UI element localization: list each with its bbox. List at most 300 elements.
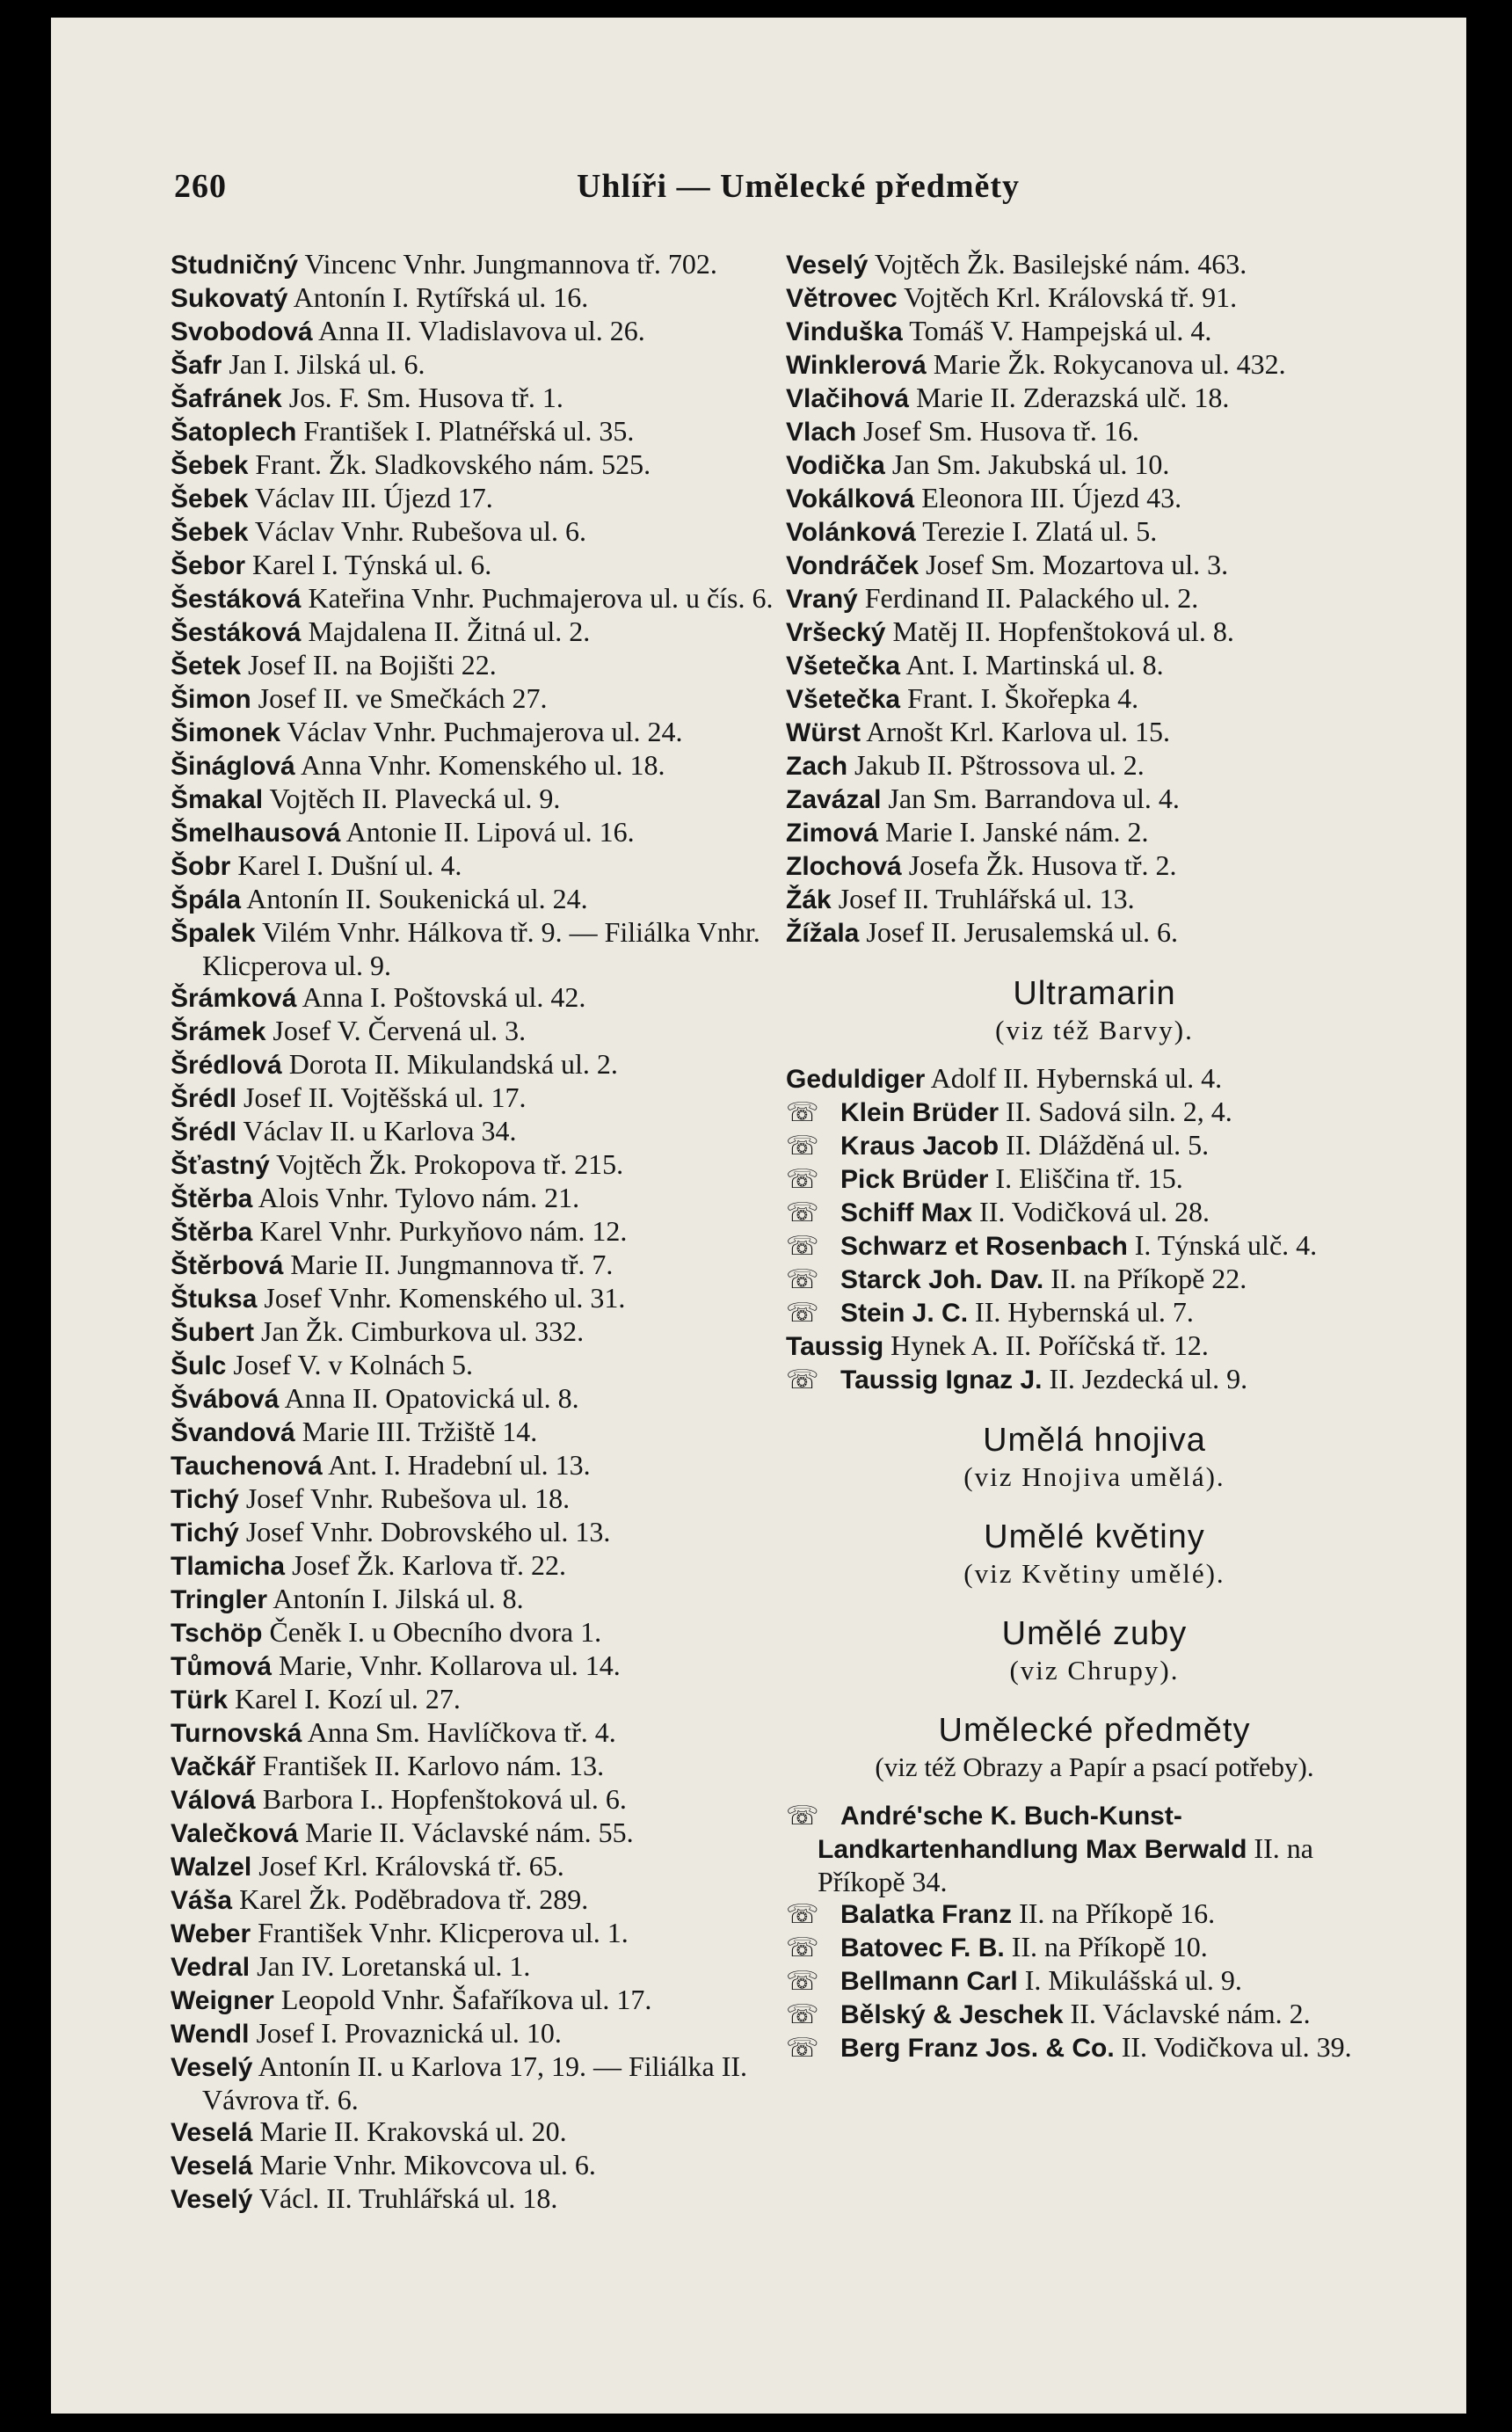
entry-address: Anna II. Vladislavova ul. 26. bbox=[312, 315, 645, 346]
entry-address: Marie II. Václavské nám. 55. bbox=[298, 1817, 634, 1848]
page-number: 260 bbox=[174, 168, 227, 205]
directory-entry bbox=[786, 315, 1403, 348]
directory-entry bbox=[171, 582, 788, 615]
entry-address: Ferdinand II. Palackého ul. 2. bbox=[857, 582, 1199, 614]
entry-address: Josef Sm. Husova tř. 16. bbox=[856, 415, 1139, 447]
entry-name: Šestáková bbox=[171, 618, 302, 647]
entry-address: Josef Žk. Karlova tř. 22. bbox=[285, 1549, 566, 1581]
entry-name: Zimová bbox=[786, 819, 879, 848]
entry-address: František II. Karlovo nám. 13. bbox=[255, 1750, 605, 1781]
entry-address: Vincenc Vnhr. Jungmannova tř. 702. bbox=[298, 248, 717, 280]
telephone-icon: ☏ bbox=[786, 1232, 819, 1261]
directory-entry bbox=[171, 248, 788, 281]
entry-address: Josef Sm. Mozartova ul. 3. bbox=[919, 549, 1229, 580]
directory-entry bbox=[171, 448, 788, 482]
directory-entry bbox=[171, 549, 788, 582]
section-heading-hnojiva: Umělá hnojiva bbox=[983, 1422, 1206, 1459]
entry-name: Šrédl bbox=[171, 1084, 237, 1113]
directory-entry bbox=[171, 649, 788, 682]
entry-name: Klein Brüder bbox=[840, 1098, 1000, 1127]
directory-entry bbox=[786, 348, 1403, 382]
entry-address: II. Václavské nám. 2. bbox=[1063, 1998, 1311, 2029]
entry-name: Vedral bbox=[171, 1953, 251, 1982]
entry-address: II. na Příkopě 22. bbox=[1043, 1263, 1247, 1294]
entry-address: Vojtěch II. Plavecká ul. 9. bbox=[263, 783, 561, 814]
entry-address: II. Vodičková ul. 28. bbox=[972, 1196, 1210, 1227]
entry-address: II. na Příkopě 16. bbox=[1012, 1897, 1216, 1929]
entry-address: Anna II. Opatovická ul. 8. bbox=[279, 1382, 579, 1414]
entry-address: Tomáš V. Hampejská ul. 4. bbox=[902, 315, 1212, 346]
entry-address: I. Mikulášská ul. 9. bbox=[1017, 1964, 1242, 1996]
entry-name: Šatoplech bbox=[171, 418, 297, 447]
entry-name: Štěrba bbox=[171, 1218, 253, 1247]
entry-address: Vojtěch Žk. Basilejské nám. 463. bbox=[868, 248, 1247, 280]
directory-entry bbox=[786, 749, 1403, 783]
entry-name: Pick Brüder bbox=[840, 1165, 989, 1194]
entry-name: Šobr bbox=[171, 852, 231, 881]
entry-name: Štěrba bbox=[171, 1184, 253, 1213]
entry-address: Josef I. Provaznická ul. 10. bbox=[249, 2017, 562, 2049]
entry-name: Šulc bbox=[171, 1351, 227, 1380]
entry-address: Frant. I. Škořepka 4. bbox=[900, 682, 1139, 714]
entry-address: Josef Vnhr. Rubešova ul. 18. bbox=[238, 1482, 571, 1514]
entry-name: Všetečka bbox=[786, 685, 901, 714]
directory-entry bbox=[786, 1129, 1403, 1162]
directory-entry bbox=[786, 883, 1403, 916]
directory-entry bbox=[786, 1229, 1403, 1263]
telephone-icon: ☏ bbox=[786, 1365, 819, 1394]
entry-address: Jakub II. Pštrossova ul. 2. bbox=[847, 749, 1145, 781]
directory-entry bbox=[171, 382, 788, 415]
entry-address: Ant. I. Martinská ul. 8. bbox=[900, 649, 1164, 681]
directory-entry bbox=[786, 783, 1403, 816]
entry-name: Šebor bbox=[171, 551, 246, 580]
entry-name: André'sche K. Buch-Kunst-Landkartenhandlung Max Berwald bbox=[818, 1802, 1247, 1864]
entry-address: Marie III. Tržiště 14. bbox=[294, 1416, 538, 1447]
entry-name: Taussig bbox=[786, 1332, 884, 1361]
telephone-icon: ☏ bbox=[786, 2034, 819, 2063]
telephone-icon: ☏ bbox=[786, 1299, 819, 1328]
entry-name: Walzel bbox=[171, 1853, 252, 1882]
entry-name: Váša bbox=[171, 1886, 233, 1915]
entry-name: Vokálková bbox=[786, 484, 915, 513]
entry-address: Josef Vnhr. Komenského ul. 31. bbox=[257, 1282, 626, 1314]
entry-address: Josef II. na Bojišti 22. bbox=[241, 649, 497, 681]
entry-address: Josefa Žk. Husova tř. 2. bbox=[901, 849, 1177, 881]
entry-name: Švábová bbox=[171, 1385, 280, 1414]
left-column bbox=[171, 248, 788, 2216]
directory-entry bbox=[786, 1799, 1403, 1897]
directory-entry bbox=[171, 1015, 788, 1048]
entry-name: Kraus Jacob bbox=[840, 1132, 1000, 1161]
directory-entry bbox=[171, 1382, 788, 1416]
entry-address: II. Vodičkova ul. 39. bbox=[1114, 2031, 1352, 2063]
entry-address: Václav Vnhr. Puchmajerova ul. 24. bbox=[280, 716, 683, 747]
directory-entry bbox=[171, 1683, 788, 1716]
entry-name: Šafránek bbox=[171, 384, 282, 413]
entry-name: Šrámek bbox=[171, 1017, 266, 1046]
directory-entry bbox=[171, 1115, 788, 1148]
directory-entry bbox=[171, 916, 788, 981]
entry-name: Studničný bbox=[171, 251, 299, 280]
entry-address: Marie Vnhr. Mikovcova ul. 6. bbox=[252, 2149, 596, 2181]
directory-entry bbox=[171, 1616, 788, 1649]
directory-entry bbox=[786, 1329, 1403, 1363]
directory-entry bbox=[786, 382, 1403, 415]
directory-entry bbox=[786, 415, 1403, 448]
entry-address: Václav Vnhr. Rubešova ul. 6. bbox=[248, 515, 586, 547]
directory-entry bbox=[786, 1363, 1403, 1396]
entry-address: Frant. Žk. Sladkovského nám. 525. bbox=[248, 448, 651, 480]
directory-entry bbox=[786, 649, 1403, 682]
entry-name: Šestáková bbox=[171, 585, 302, 614]
telephone-icon: ☏ bbox=[786, 1900, 819, 1929]
entry-address: Jan Sm. Barrandova ul. 4. bbox=[881, 783, 1180, 814]
directory-entry bbox=[786, 1162, 1403, 1196]
directory-entry bbox=[786, 1998, 1403, 2031]
entry-address: Karel I. Týnská ul. 6. bbox=[245, 549, 492, 580]
directory-entry bbox=[171, 1215, 788, 1249]
entry-address: Jan I. Jilská ul. 6. bbox=[222, 348, 425, 380]
entry-name: Würst bbox=[786, 718, 861, 747]
section-heading-ultramarin: Ultramarin bbox=[1013, 975, 1176, 1012]
entry-address: Eleonora III. Újezd 43. bbox=[914, 482, 1182, 513]
directory-entry bbox=[786, 615, 1403, 649]
directory-entry bbox=[171, 1315, 788, 1349]
directory-entry bbox=[171, 515, 788, 549]
entry-address: Jan Sm. Jakubská ul. 10. bbox=[884, 448, 1170, 480]
entry-name: Vršecký bbox=[786, 618, 886, 647]
entry-name: Šubert bbox=[171, 1318, 255, 1347]
entry-name: Válová bbox=[171, 1786, 256, 1815]
section-heading-kvetiny: Umělé květiny bbox=[984, 1518, 1205, 1555]
telephone-icon: ☏ bbox=[786, 1098, 819, 1127]
entry-name: Volánková bbox=[786, 518, 916, 547]
entry-name: Šťastný bbox=[171, 1151, 270, 1180]
directory-entry bbox=[171, 415, 788, 448]
entry-address: Josef II. Truhlářská ul. 13. bbox=[831, 883, 1135, 914]
directory-entry bbox=[786, 849, 1403, 883]
directory-entry bbox=[786, 1964, 1403, 1998]
entry-name: Šebek bbox=[171, 484, 249, 513]
telephone-icon: ☏ bbox=[786, 1265, 819, 1294]
entry-name: Sukovatý bbox=[171, 284, 288, 313]
entry-name: Bělský & Jeschek bbox=[840, 2000, 1064, 2029]
entry-name: Turnovská bbox=[171, 1719, 302, 1748]
entry-address: František Vnhr. Klicperova ul. 1. bbox=[251, 1917, 629, 1948]
entry-name: Starck Joh. Dav. bbox=[840, 1265, 1044, 1294]
entry-address: Karel I. Dušní ul. 4. bbox=[230, 849, 462, 881]
entry-name: Veselá bbox=[171, 2152, 253, 2181]
entry-address: Anna Sm. Havlíčkova tř. 4. bbox=[302, 1716, 616, 1748]
entry-name: Valečková bbox=[171, 1819, 299, 1848]
directory-entry bbox=[786, 1263, 1403, 1296]
directory-entry bbox=[171, 716, 788, 749]
entry-name: Stein J. C. bbox=[840, 1299, 969, 1328]
entry-name: Bellmann Carl bbox=[840, 1967, 1018, 1996]
see-also-hnojiva: (viz Hnojiva umělá). bbox=[963, 1461, 1225, 1492]
directory-entry bbox=[171, 2182, 788, 2216]
directory-entry bbox=[171, 1583, 788, 1616]
entry-address: Jos. F. Sm. Husova tř. 1. bbox=[281, 382, 563, 413]
entry-name: Šináglová bbox=[171, 752, 295, 781]
directory-entry bbox=[171, 348, 788, 382]
entry-name: Zavázal bbox=[786, 785, 882, 814]
entry-name: Špála bbox=[171, 885, 242, 914]
entry-name: Tauchenová bbox=[171, 1452, 323, 1481]
entry-address: Anna I. Poštovská ul. 42. bbox=[296, 981, 586, 1013]
see-also-kvetiny: (viz Květiny umělé). bbox=[963, 1558, 1225, 1589]
entry-name: Šetek bbox=[171, 652, 242, 681]
directory-entry bbox=[171, 1148, 788, 1182]
entry-address: Karel I. Kozí ul. 27. bbox=[228, 1683, 461, 1715]
directory-entry bbox=[786, 916, 1403, 950]
directory-entry bbox=[171, 1917, 788, 1950]
entry-name: Větrovec bbox=[786, 284, 898, 313]
entry-address: II. na Příkopě 34. bbox=[818, 1832, 1313, 1897]
entry-address: Kateřina Vnhr. Puchmajerova ul. u čís. 6. bbox=[301, 582, 774, 614]
directory-entry bbox=[171, 1416, 788, 1449]
entry-address: Antonín II. Soukenická ul. 24. bbox=[241, 883, 588, 914]
entry-address: Antonie II. Lipová ul. 16. bbox=[340, 816, 635, 848]
directory-entry bbox=[786, 1897, 1403, 1931]
entry-name: Šebek bbox=[171, 451, 249, 480]
directory-entry bbox=[786, 248, 1403, 281]
directory-entry bbox=[171, 1716, 788, 1750]
directory-entry bbox=[786, 582, 1403, 615]
entry-address: II. na Příkopě 10. bbox=[1004, 1931, 1208, 1962]
directory-entry bbox=[171, 1516, 788, 1549]
entry-name: Tichý bbox=[171, 1518, 239, 1547]
directory-entry bbox=[171, 783, 788, 816]
directory-entry bbox=[171, 1850, 788, 1883]
directory-entry bbox=[786, 549, 1403, 582]
telephone-icon: ☏ bbox=[786, 2000, 819, 2029]
entry-address: Vojtěch Žk. Prokopova tř. 215. bbox=[269, 1148, 624, 1180]
entry-name: Veselá bbox=[171, 2118, 253, 2147]
entry-address: Vojtěch Krl. Královská tř. 91. bbox=[897, 281, 1238, 313]
directory-entry bbox=[786, 1062, 1403, 1096]
entry-name: Tschöp bbox=[171, 1619, 263, 1648]
right-column-entries bbox=[786, 248, 1403, 950]
entry-name: Batovec F. B. bbox=[840, 1933, 1005, 1962]
entry-address: Václav II. u Karlova 34. bbox=[236, 1115, 517, 1147]
running-head: Uhlíři — Umělecké předměty bbox=[576, 168, 1021, 205]
entry-name: Veselý bbox=[786, 251, 869, 280]
entry-name: Vondráček bbox=[786, 551, 920, 580]
telephone-icon: ☏ bbox=[786, 1933, 819, 1962]
directory-entry bbox=[171, 849, 788, 883]
directory-entry bbox=[171, 816, 788, 849]
directory-entry bbox=[171, 749, 788, 783]
entry-name: Šmakal bbox=[171, 785, 264, 814]
entry-address: Václ. II. Truhlářská ul. 18. bbox=[252, 2182, 558, 2214]
entry-name: Šmelhausová bbox=[171, 819, 341, 848]
directory-entry bbox=[171, 1817, 788, 1850]
directory-entry bbox=[171, 1549, 788, 1583]
entry-address: Leopold Vnhr. Šafaříkova ul. 17. bbox=[273, 1984, 652, 2015]
entry-address: Josef II. ve Smečkách 27. bbox=[251, 682, 548, 714]
directory-entry bbox=[171, 1081, 788, 1115]
entry-address: Hynek A. II. Poříčská tř. 12. bbox=[883, 1329, 1209, 1361]
predmety-entries bbox=[786, 1799, 1403, 2064]
entry-address: Josef II. Vojtěšská ul. 17. bbox=[236, 1081, 527, 1113]
directory-entry bbox=[171, 1984, 788, 2017]
directory-entry bbox=[171, 1182, 788, 1215]
entry-name: Vlach bbox=[786, 418, 857, 447]
entry-name: Berg Franz Jos. & Co. bbox=[840, 2034, 1115, 2063]
entry-name: Vlačihová bbox=[786, 384, 910, 413]
section-heading-predmety: Umělecké předměty bbox=[938, 1712, 1251, 1749]
directory-entry bbox=[171, 315, 788, 348]
directory-entry bbox=[786, 448, 1403, 482]
entry-name: Šebek bbox=[171, 518, 249, 547]
directory-entry bbox=[171, 981, 788, 1015]
entry-name: Taussig Ignaz J. bbox=[840, 1365, 1043, 1394]
entry-address: Dorota II. Mikulandská ul. 2. bbox=[281, 1048, 618, 1080]
entry-name: Schwarz et Rosenbach bbox=[840, 1232, 1128, 1261]
entry-name: Tůmová bbox=[171, 1652, 273, 1681]
see-also-zuby: (viz Chrupy). bbox=[1009, 1655, 1180, 1686]
entry-address: Jan Žk. Cimburkova ul. 332. bbox=[254, 1315, 585, 1347]
entry-address: Antonín I. Rytířská ul. 16. bbox=[287, 281, 589, 313]
entry-address: Marie I. Janské nám. 2. bbox=[878, 816, 1149, 848]
entry-address: Josef Krl. Královská tř. 65. bbox=[251, 1850, 564, 1882]
directory-entry bbox=[171, 2149, 788, 2182]
entry-name: Tichý bbox=[171, 1485, 239, 1514]
entry-name: Svobodová bbox=[171, 317, 313, 346]
directory-entry bbox=[171, 1048, 788, 1081]
entry-name: Špalek bbox=[171, 919, 256, 948]
entry-name: Tlamicha bbox=[171, 1552, 286, 1581]
entry-address: Marie II. Zderazská ulč. 18. bbox=[909, 382, 1230, 413]
entry-name: Žížala bbox=[786, 919, 860, 948]
directory-entry bbox=[786, 281, 1403, 315]
entry-name: Šrédlová bbox=[171, 1051, 282, 1080]
entry-name: Švandová bbox=[171, 1418, 295, 1447]
entry-address: Václav III. Újezd 17. bbox=[248, 482, 493, 513]
directory-entry bbox=[786, 1096, 1403, 1129]
directory-entry bbox=[786, 716, 1403, 749]
entry-address: Marie II. Jungmannova tř. 7. bbox=[283, 1249, 614, 1280]
entry-address: Barbora I.. Hopfenštoková ul. 6. bbox=[255, 1783, 627, 1815]
entry-address: František I. Platnéřská ul. 35. bbox=[296, 415, 635, 447]
directory-entry bbox=[171, 1649, 788, 1683]
entry-name: Veselý bbox=[171, 2053, 253, 2082]
directory-entry bbox=[171, 1783, 788, 1817]
entry-name: Šrédl bbox=[171, 1118, 237, 1147]
section-heading-zuby: Umělé zuby bbox=[1001, 1615, 1188, 1652]
right-column bbox=[786, 248, 1403, 2064]
entry-name: Tringler bbox=[171, 1585, 268, 1614]
entry-address: Čeněk I. u Obecního dvora 1. bbox=[262, 1616, 602, 1648]
see-also-ultramarin: (viz též Barvy). bbox=[995, 1015, 1194, 1045]
telephone-icon: ☏ bbox=[786, 1165, 819, 1194]
entry-name: Weigner bbox=[171, 1986, 274, 2015]
directory-entry bbox=[171, 1282, 788, 1315]
telephone-icon: ☏ bbox=[786, 1802, 819, 1831]
directory-entry bbox=[786, 682, 1403, 716]
see-also-predmety: (viz též Obrazy a Papír a psací potřeby). bbox=[875, 1751, 1314, 1782]
entry-name: Zach bbox=[786, 752, 848, 781]
entry-address: Jan IV. Loretanská ul. 1. bbox=[250, 1950, 531, 1982]
entry-address: Marie, Vnhr. Kollarova ul. 14. bbox=[272, 1649, 621, 1681]
entry-address: Adolf II. Hybernská ul. 4. bbox=[925, 1062, 1223, 1094]
entry-address: Ant. I. Hradební ul. 13. bbox=[322, 1449, 591, 1481]
entry-name: Vinduška bbox=[786, 317, 903, 346]
directory-entry bbox=[786, 515, 1403, 549]
ultramarin-entries bbox=[786, 1062, 1403, 1396]
entry-address: Josef V. v Kolnách 5. bbox=[226, 1349, 473, 1380]
entry-name: Žák bbox=[786, 885, 832, 914]
directory-entry bbox=[171, 1249, 788, 1282]
entry-name: Šimon bbox=[171, 685, 251, 714]
directory-entry bbox=[786, 482, 1403, 515]
directory-entry bbox=[171, 1883, 788, 1917]
entry-address: Josef V. Červená ul. 3. bbox=[265, 1015, 527, 1046]
directory-entry bbox=[171, 2017, 788, 2050]
entry-address: II. Sadová siln. 2, 4. bbox=[999, 1096, 1232, 1127]
telephone-icon: ☏ bbox=[786, 1132, 819, 1161]
directory-entry bbox=[786, 2031, 1403, 2064]
entry-address: Alois Vnhr. Tylovo nám. 21. bbox=[252, 1182, 580, 1213]
directory-entry bbox=[171, 1482, 788, 1516]
entry-address: Anna Vnhr. Komenského ul. 18. bbox=[294, 749, 665, 781]
entry-address: I. Eliščina tř. 15. bbox=[988, 1162, 1183, 1194]
entry-name: Winklerová bbox=[786, 351, 927, 380]
directory-entry bbox=[171, 615, 788, 649]
entry-address: Karel Žk. Poděbradova tř. 289. bbox=[232, 1883, 589, 1915]
entry-address: Matěj II. Hopfenštoková ul. 8. bbox=[885, 615, 1234, 647]
entry-address: Antonín II. u Karlova 17, 19. — Filiálka II. Vávrova tř. 6. bbox=[202, 2050, 748, 2115]
entry-name: Šafr bbox=[171, 351, 222, 380]
entry-name: Türk bbox=[171, 1686, 229, 1715]
directory-entry bbox=[171, 482, 788, 515]
entry-name: Veselý bbox=[171, 2185, 253, 2214]
entry-address: Majdalena II. Žitná ul. 2. bbox=[301, 615, 591, 647]
directory-entry bbox=[171, 1750, 788, 1783]
directory-entry bbox=[171, 682, 788, 716]
entry-name: Všetečka bbox=[786, 652, 901, 681]
entry-address: Antonín I. Jilská ul. 8. bbox=[267, 1583, 524, 1614]
entry-address: I. Týnská ulč. 4. bbox=[1127, 1229, 1318, 1261]
entry-name: Šrámková bbox=[171, 984, 297, 1013]
entry-name: Geduldiger bbox=[786, 1065, 926, 1094]
entry-address: Josef II. Jerusalemská ul. 6. bbox=[859, 916, 1178, 948]
directory-entry bbox=[786, 1931, 1403, 1964]
entry-name: Vodička bbox=[786, 451, 885, 480]
directory-entry bbox=[786, 1296, 1403, 1329]
telephone-icon: ☏ bbox=[786, 1198, 819, 1227]
entry-name: Weber bbox=[171, 1919, 251, 1948]
directory-entry bbox=[171, 1449, 788, 1482]
entry-name: Štěrbová bbox=[171, 1251, 284, 1280]
entry-address: Josef Vnhr. Dobrovského ul. 13. bbox=[238, 1516, 611, 1547]
directory-entry bbox=[171, 281, 788, 315]
telephone-icon: ☏ bbox=[786, 1967, 819, 1996]
entry-address: Marie II. Krakovská ul. 20. bbox=[252, 2115, 567, 2147]
directory-entry bbox=[786, 816, 1403, 849]
entry-name: Vačkář bbox=[171, 1752, 256, 1781]
entry-name: Štuksa bbox=[171, 1285, 258, 1314]
entry-name: Balatka Franz bbox=[840, 1900, 1013, 1929]
directory-entry bbox=[171, 2115, 788, 2149]
page bbox=[51, 18, 1466, 2414]
entry-name: Schiff Max bbox=[840, 1198, 973, 1227]
directory-entry bbox=[171, 1950, 788, 1984]
entry-name: Vraný bbox=[786, 585, 858, 614]
entry-address: II. Jezdecká ul. 9. bbox=[1042, 1363, 1248, 1394]
